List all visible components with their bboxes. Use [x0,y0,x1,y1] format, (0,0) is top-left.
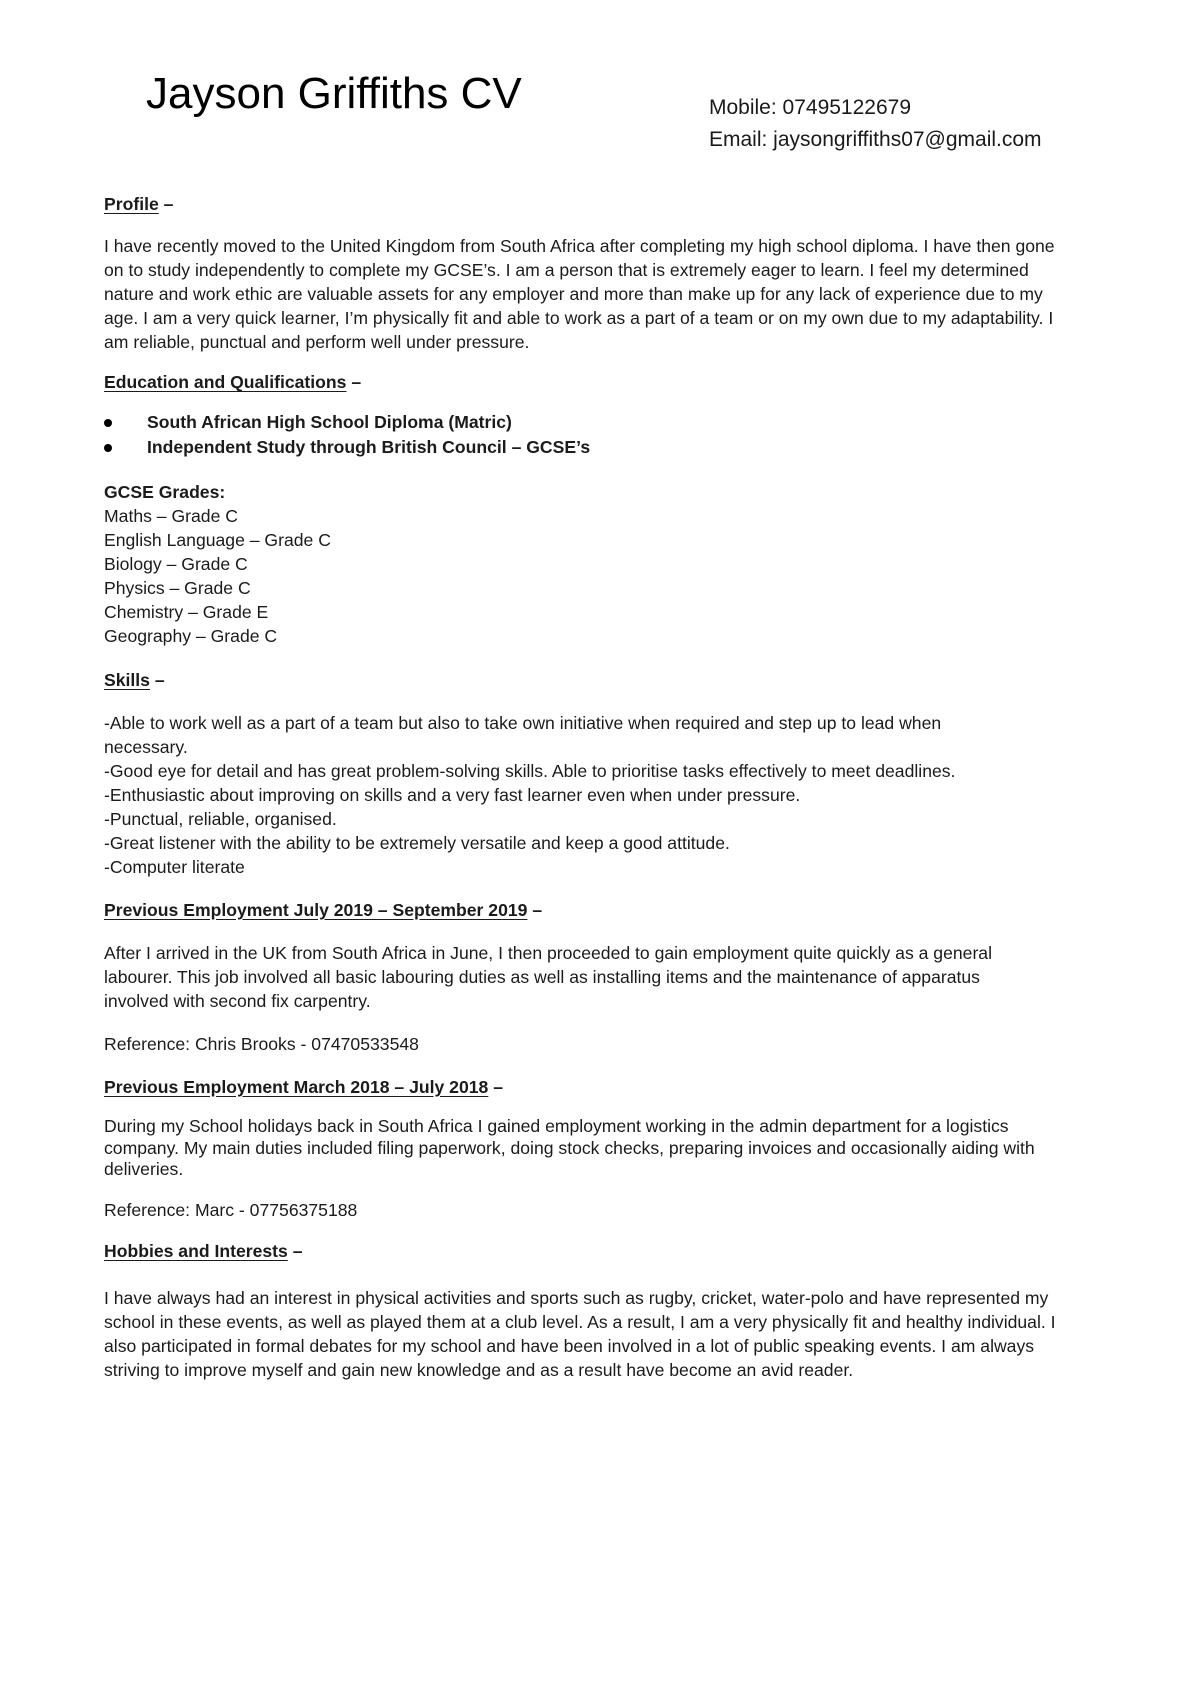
hobbies-heading-dash: – [287,1240,303,1261]
grade-item: Chemistry – Grade E [104,602,269,622]
employment-description: After I arrived in the UK from South Africa in June, I then proceeded to gain employment quite quickly as a general labourer. This job involved all basic labouring duties as well as installing items and the maintenance of apparatus involved with second fix carpentry. [104,943,992,1011]
employment-reference: Reference: Chris Brooks - 07470533548 [104,1034,419,1054]
skills-list [104,711,984,879]
employment-heading-label: Previous Employment March 2018 – July 2018 [104,1077,489,1097]
employment-heading-dash: – [488,1077,504,1097]
education-heading-dash: – [346,372,362,392]
employment-heading-label: Previous Employment July 2019 – September 2019 [104,900,528,920]
education-heading [104,370,1064,394]
qualification-item: South African High School Diploma (Matric) [104,410,1064,435]
profile-text: I have recently moved to the United Kingdom from South Africa after completing my high school diploma. I have then gone on to study independently to complete my GCSE’s. I am a person that is extremely eager to learn. I feel my determined nature and work ethic are valuable assets for any employer and more than make up for any lack of experience due to my age. I am a very quick learner, I’m physically fit and able to work as a part of a team or on my own due to my adaptability. I am reliable, punctual and perform well under pressure. [104,236,1055,352]
skill-item: -Enthusiastic about improving on skills and a very fast learner even when under pressure. [104,785,801,805]
mobile-number: Mobile: 07495122679 [709,96,912,119]
hobbies-heading-label: Hobbies and Interests [104,1240,288,1261]
education-heading-label: Education and Qualifications [104,372,347,392]
skill-item: -Good eye for detail and has great problem-solving skills. Able to prioritise tasks effectively to meet deadlines. [104,761,956,781]
grade-item: Geography – Grade C [104,626,278,646]
contact-block [709,92,1042,156]
employment-heading [104,1075,1064,1099]
qualification-item: Independent Study through British Council – GCSE’s [104,435,1064,460]
grade-item: Biology – Grade C [104,554,248,574]
skill-item: -Able to work well as a part of a team but also to take own initiative when required and step up to lead when necessary. [104,713,942,757]
employment-heading [104,898,1064,922]
skill-item: -Computer literate [104,857,245,877]
skills-heading-label: Skills [104,670,150,690]
employment-description: During my School holidays back in South Africa I gained employment working in the admin department for a logistics company. My main duties included filing paperwork, doing stock checks, preparing invoices and occasionally aiding with deliveries. [104,1116,1035,1179]
email-address: Email: jaysongriffiths07@gmail.com [709,128,1042,151]
hobbies-text: I have always had an interest in physical activities and sports such as rugby, cricket, water-polo and have represented my school in these events, as well as played them at a club level. As a result, I am a very physically fit and healthy individual. I also participated in formal debates for my school and have been involved in a lot of public speaking events. I am always striving to improve myself and gain new knowledge and as a result have become an avid reader. [104,1287,1056,1380]
employment-heading-dash: – [527,900,543,920]
profile-heading-label: Profile [104,194,159,214]
skill-item: -Great listener with the ability to be extremely versatile and keep a good attitude. [104,833,730,853]
profile-heading [104,192,1064,216]
profile-heading-dash: – [158,194,174,214]
hobbies-heading [104,1239,1064,1263]
skills-heading [104,668,1064,692]
grade-item: English Language – Grade C [104,530,331,550]
qualifications-list [104,410,1064,460]
skill-item: -Punctual, reliable, organised. [104,809,337,829]
employment-reference: Reference: Marc - 07756375188 [104,1199,358,1220]
cv-body [104,192,1064,1382]
grade-item: Physics – Grade C [104,578,251,598]
gcse-grades-heading: GCSE Grades: [104,482,226,502]
skills-heading-dash: – [149,670,165,690]
grade-item: Maths – Grade C [104,506,238,526]
cv-title: Jayson Griffiths CV [146,69,522,118]
gcse-grades [104,480,1064,648]
